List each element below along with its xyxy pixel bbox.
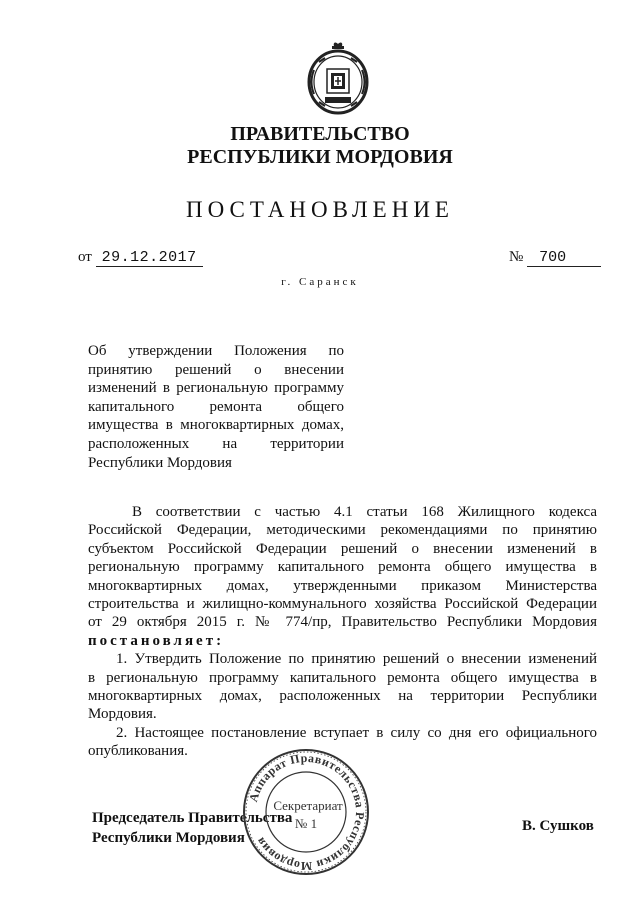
coat-of-arms-icon: [305, 40, 371, 116]
government-title-line2: РЕСПУБЛИКИ МОРДОВИЯ: [187, 146, 453, 168]
decree-body: [88, 503, 597, 760]
position-line1: Председатель Правительства: [92, 810, 293, 826]
city-line: г. Саранск: [281, 276, 359, 288]
body-line: строительства и жилищно-коммунального хозяйства Российской Федерации: [88, 595, 597, 612]
title-line: имущества в многоквартирных домах,: [88, 417, 344, 434]
resolves-word: постановляет:: [88, 632, 225, 649]
body-line: от 29 октября 2015 г. № 774/пр, Правительство Республики Мордовия: [88, 614, 597, 631]
date-prefix: от: [78, 249, 92, 265]
official-stamp: [240, 746, 372, 878]
item1-line: многоквартирных домах, расположенных на территории Республики: [88, 687, 597, 704]
stamp-center-line1: Секретариат: [273, 798, 343, 813]
number-value: 700: [527, 249, 601, 267]
item2-line: 2. Настоящее постановление вступает в силу со дня его официального: [116, 724, 597, 741]
title-line: расположенных на территории: [88, 435, 344, 452]
signatory-name: В. Сушков: [522, 818, 594, 834]
decree-title: [88, 342, 344, 472]
body-line: субъектом Российской Федерации решений о внесении изменений в: [88, 540, 597, 557]
title-line: Республики Мордовия: [88, 454, 232, 471]
title-line: капитального ремонта общего: [88, 398, 344, 415]
item1-line: в региональную программу капитального ремонта общего имущества в: [88, 669, 597, 686]
body-line: Российской Федерации, методическими рекомендациями по принятию: [88, 522, 597, 539]
stamp-outer-text: Аппарат Правительства Республики Мордовия: [246, 750, 368, 874]
item2-line: опубликования.: [88, 743, 188, 760]
position-line2: Республики Мордовия: [92, 830, 245, 846]
number-prefix: №: [509, 249, 524, 265]
stamp-center-line2: № 1: [294, 816, 318, 831]
document-type: ПОСТАНОВЛЕНИЕ: [186, 197, 454, 222]
title-line: изменений в региональную программу: [88, 380, 344, 397]
item1-line: Мордовия.: [88, 706, 157, 723]
title-line: Об утверждении Положения по: [88, 343, 344, 359]
body-line: многоквартирных домах, утвержденными приказом Министерства: [88, 577, 597, 594]
title-line: принятию решений о внесении: [88, 361, 344, 378]
date-value: 29.12.2017: [96, 249, 203, 267]
government-title-line1: ПРАВИТЕЛЬСТВО: [230, 123, 410, 145]
decree-date: [78, 249, 203, 266]
body-line: региональную программу капитального ремонта общего имущества в: [88, 559, 597, 576]
body-line: В соответствии с частью 4.1 статьи 168 Жилищного кодекса: [132, 504, 597, 520]
item1-line: 1. Утвердить Положение по принятию решений о внесении изменений: [116, 651, 597, 668]
decree-number: [509, 249, 601, 267]
